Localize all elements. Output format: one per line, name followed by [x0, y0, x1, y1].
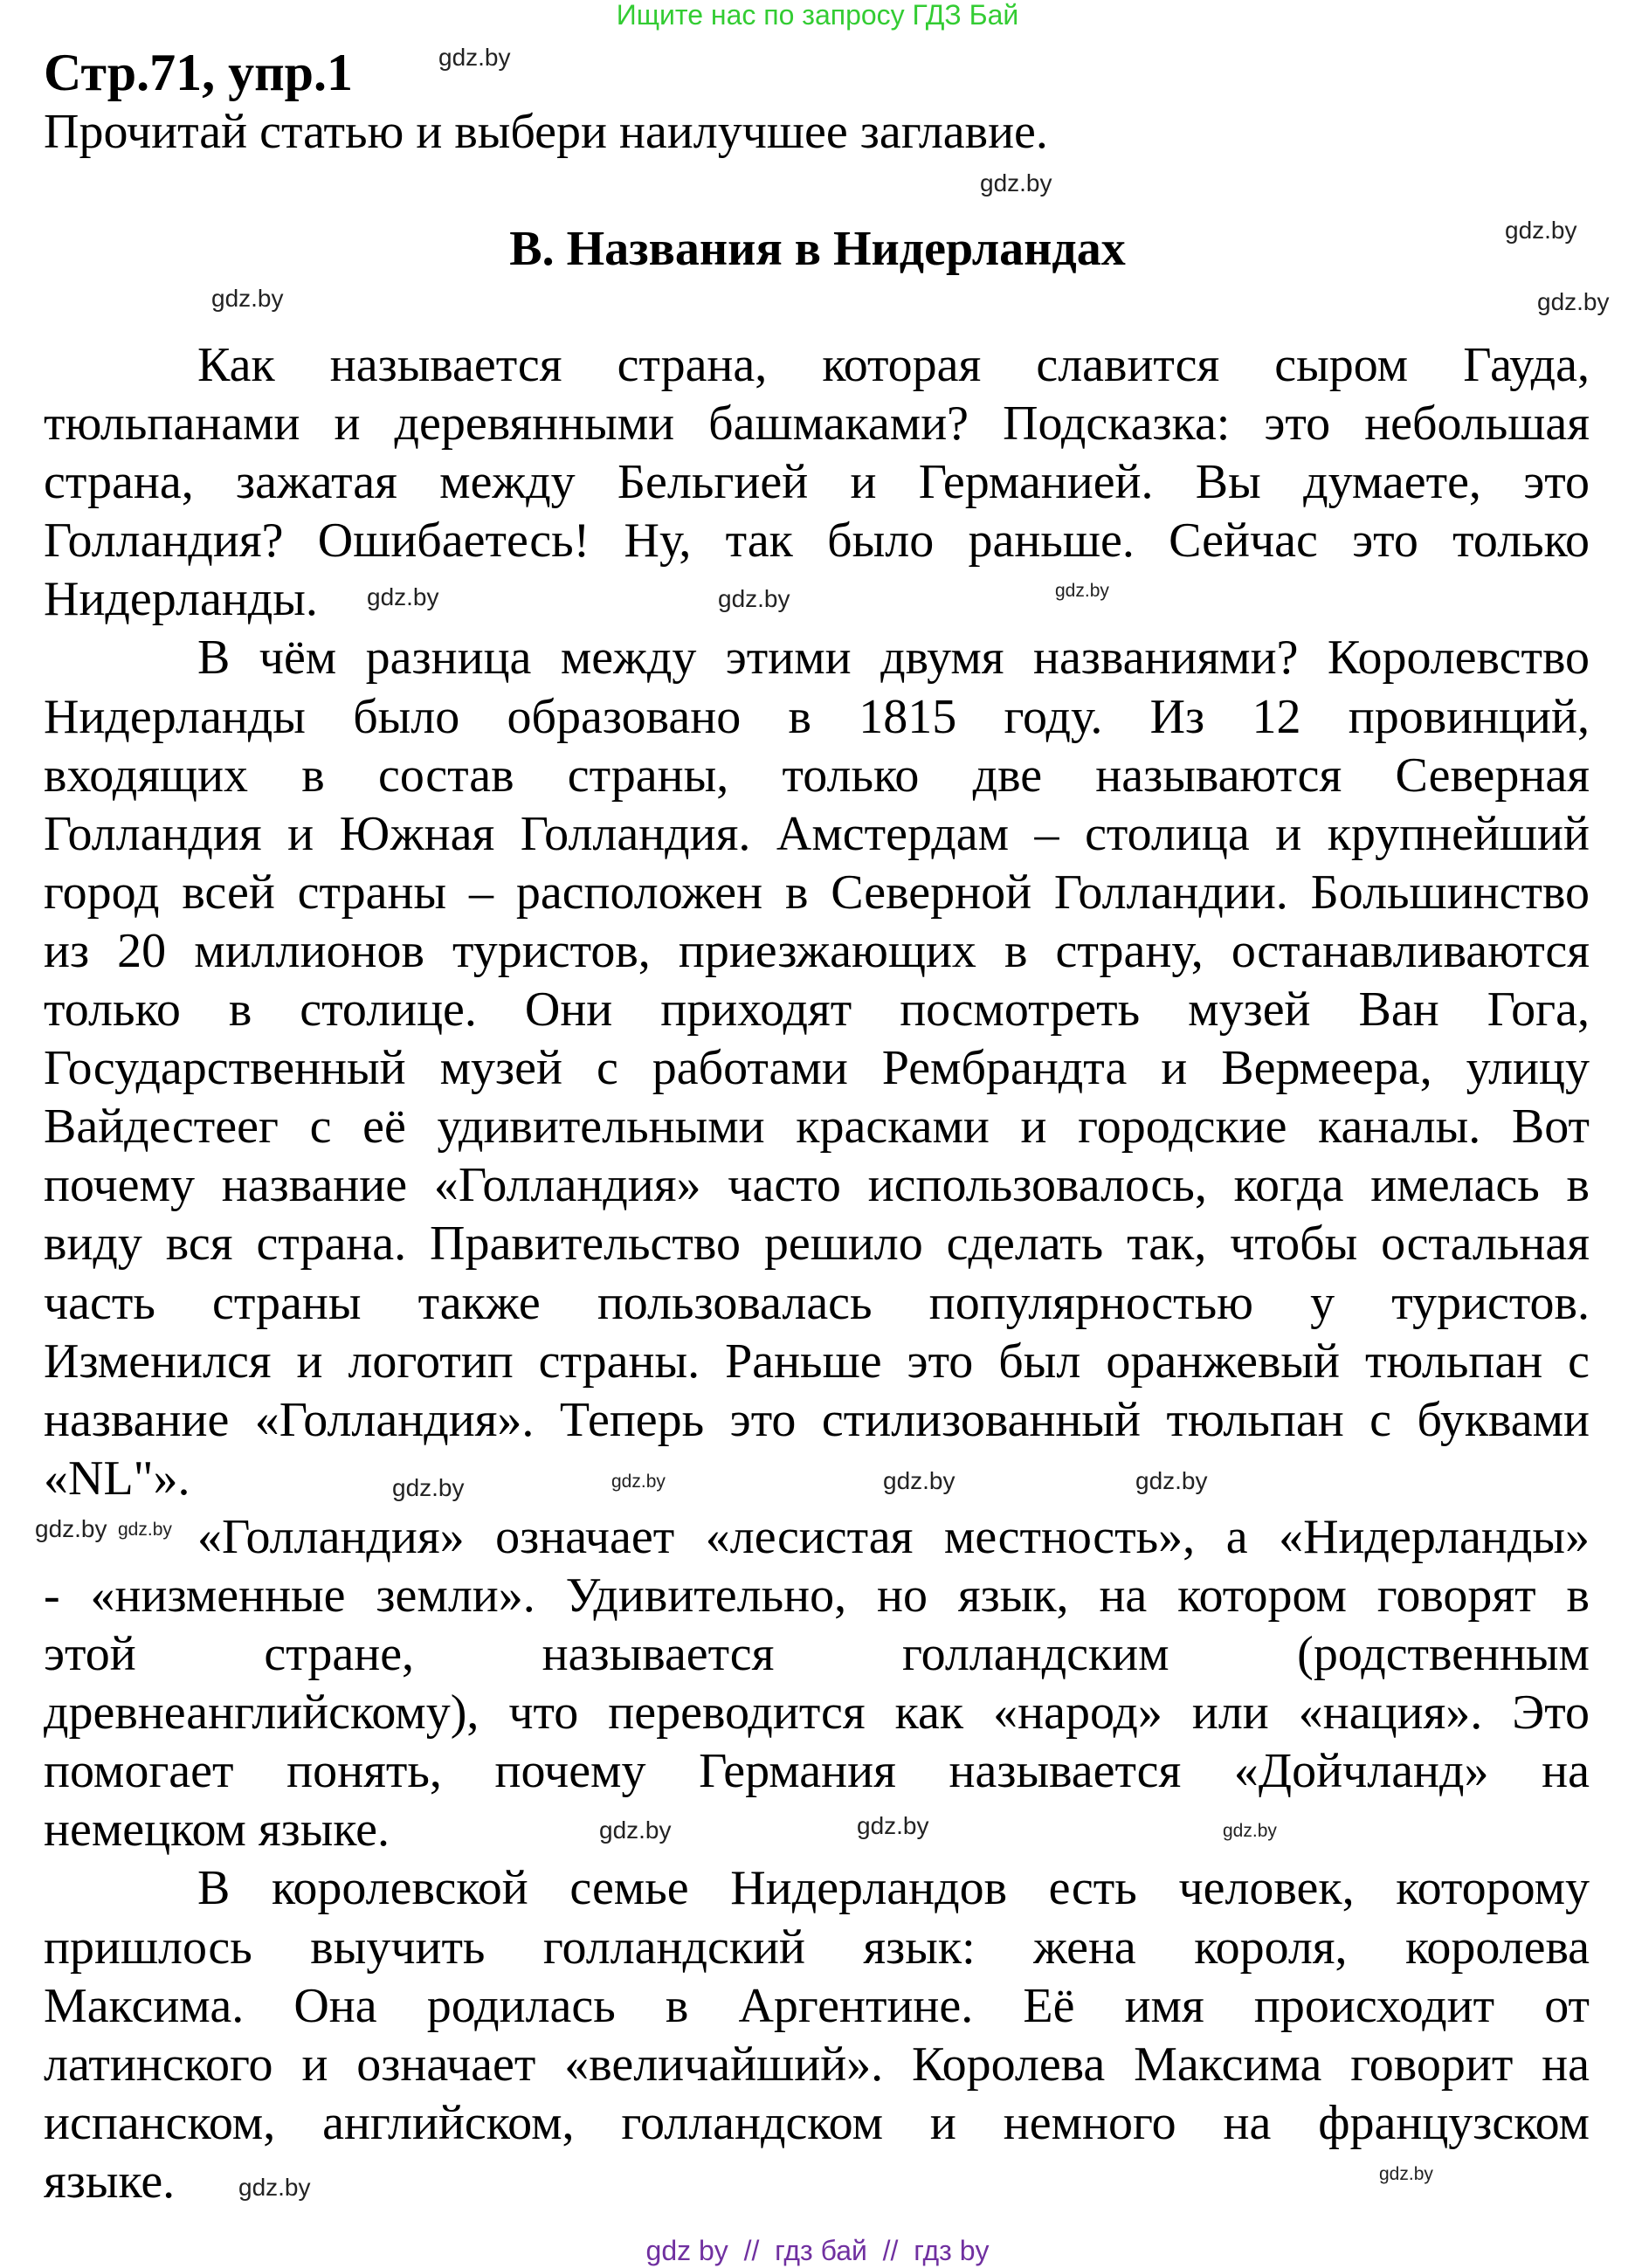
watermark: gdz.by	[1537, 288, 1610, 315]
watermark: gdz.by	[392, 1474, 465, 1501]
watermark: gdz.by	[1223, 1821, 1277, 1841]
text-line: «NL"».	[44, 1451, 190, 1506]
watermark: gdz.by	[718, 585, 790, 612]
watermark: gdz.by	[238, 2174, 311, 2201]
watermark: gdz.by	[367, 583, 439, 610]
watermark: gdz.by	[35, 1515, 107, 1542]
text-line: Голландия? Ошибаетесь! Ну, так было раньше. Сейчас это только	[44, 514, 1590, 569]
watermark: gdz.by	[1135, 1467, 1208, 1494]
watermark: gdz.by	[980, 169, 1052, 196]
text-line: Нидерланды.	[44, 572, 318, 627]
text-line: Вайдестеег с её удивительными красками и городские каналы. Вот	[44, 1100, 1590, 1155]
text-line: входящих в состав страны, только две называются Северная	[44, 748, 1590, 803]
text-line: виду вся страна. Правительство решило сделать так, чтобы остальная	[44, 1217, 1590, 1272]
text-line: испанском, английском, голландском и немного на французском	[44, 2095, 1590, 2150]
text-line: В королевской семье Нидерландов есть человек, которому	[197, 1861, 1590, 1916]
text-line: древнеанглийскому), что переводится как «народ» или «нация». Это	[44, 1685, 1590, 1741]
top-watermark-banner: Ищите нас по запросу ГДЗ Бай	[616, 0, 1019, 31]
text-line: Нидерланды было образовано в 1815 году. Из 12 провинций,	[44, 689, 1590, 744]
text-line: Максима. Она родилась в Аргентине. Её имя происходит от	[44, 1978, 1590, 2033]
text-line: страна, зажатая между Бельгией и Германией. Вы думаете, это	[44, 455, 1590, 510]
text-line: «Голландия» означает «лесистая местность», а «Нидерланды»	[197, 1509, 1590, 1564]
watermark: gdz.by	[1379, 2164, 1433, 2184]
text-line: название «Голландия». Теперь это стилизованный тюльпан с буквами	[44, 1392, 1590, 1447]
text-line: тюльпанами и деревянными башмаками? Подсказка: это небольшая	[44, 396, 1590, 452]
text-line: В чём разница между этими двумя названиями? Королевство	[197, 631, 1590, 686]
watermark: gdz.by	[1505, 217, 1577, 244]
text-line: помогает понять, почему Германия называется «Дойчланд» на	[44, 1744, 1590, 1799]
text-line: латинского и означает «величайший». Королева Максима говорит на	[44, 2037, 1590, 2092]
text-line: пришлось выучить голландский язык: жена короля, королева	[44, 1920, 1590, 1975]
text-line: немецком языке.	[44, 1803, 390, 1858]
watermark: gdz.by	[118, 1520, 172, 1540]
text-line: город всей страны – расположен в Северной Голландии. Большинство	[44, 865, 1590, 920]
text-line: этой стране, называется голландским (родственным	[44, 1627, 1590, 1682]
watermark: gdz.by	[599, 1816, 672, 1844]
text-line: Голландия и Южная Голландия. Амстердам – столица и крупнейший	[44, 806, 1590, 861]
text-line: языке.	[44, 2154, 176, 2209]
task-instruction: Прочитай статью и выбери наилучшее заглавие.	[44, 105, 1048, 159]
exercise-title: Стр.71, упр.1	[44, 44, 354, 101]
watermark: gdz.by	[857, 1812, 929, 1839]
article-body	[44, 336, 1590, 2211]
watermark: gdz.by	[611, 1472, 666, 1492]
watermark: gdz.by	[1055, 581, 1109, 601]
text-line: часть страны также пользовалась популярностью у туристов.	[44, 1275, 1590, 1330]
text-line: Государственный музей с работами Рембрандта и Вермеера, улицу	[44, 1041, 1590, 1096]
text-line: почему название «Голландия» часто использовалось, когда имелась в	[44, 1158, 1590, 1213]
text-line: Изменился и логотип страны. Раньше это был оранжевый тюльпан с	[44, 1334, 1590, 1389]
text-line: только в столице. Они приходят посмотреть музей Ван Гога,	[44, 982, 1590, 1037]
watermark: gdz.by	[211, 285, 284, 312]
article-heading: B. Названия в Нидерландах	[509, 222, 1126, 276]
bottom-watermark-banner: gdz by // гдз бай // гдз by	[645, 2235, 990, 2266]
text-line: из 20 миллионов туристов, приезжающих в страну, останавливаются	[44, 923, 1590, 978]
text-line: Как называется страна, которая славится сыром Гауда,	[197, 338, 1590, 392]
text-line: - «низменные земли». Удивительно, но язык, на котором говорят в	[44, 1568, 1590, 1623]
watermark: gdz.by	[438, 44, 511, 71]
watermark: gdz.by	[883, 1467, 955, 1494]
